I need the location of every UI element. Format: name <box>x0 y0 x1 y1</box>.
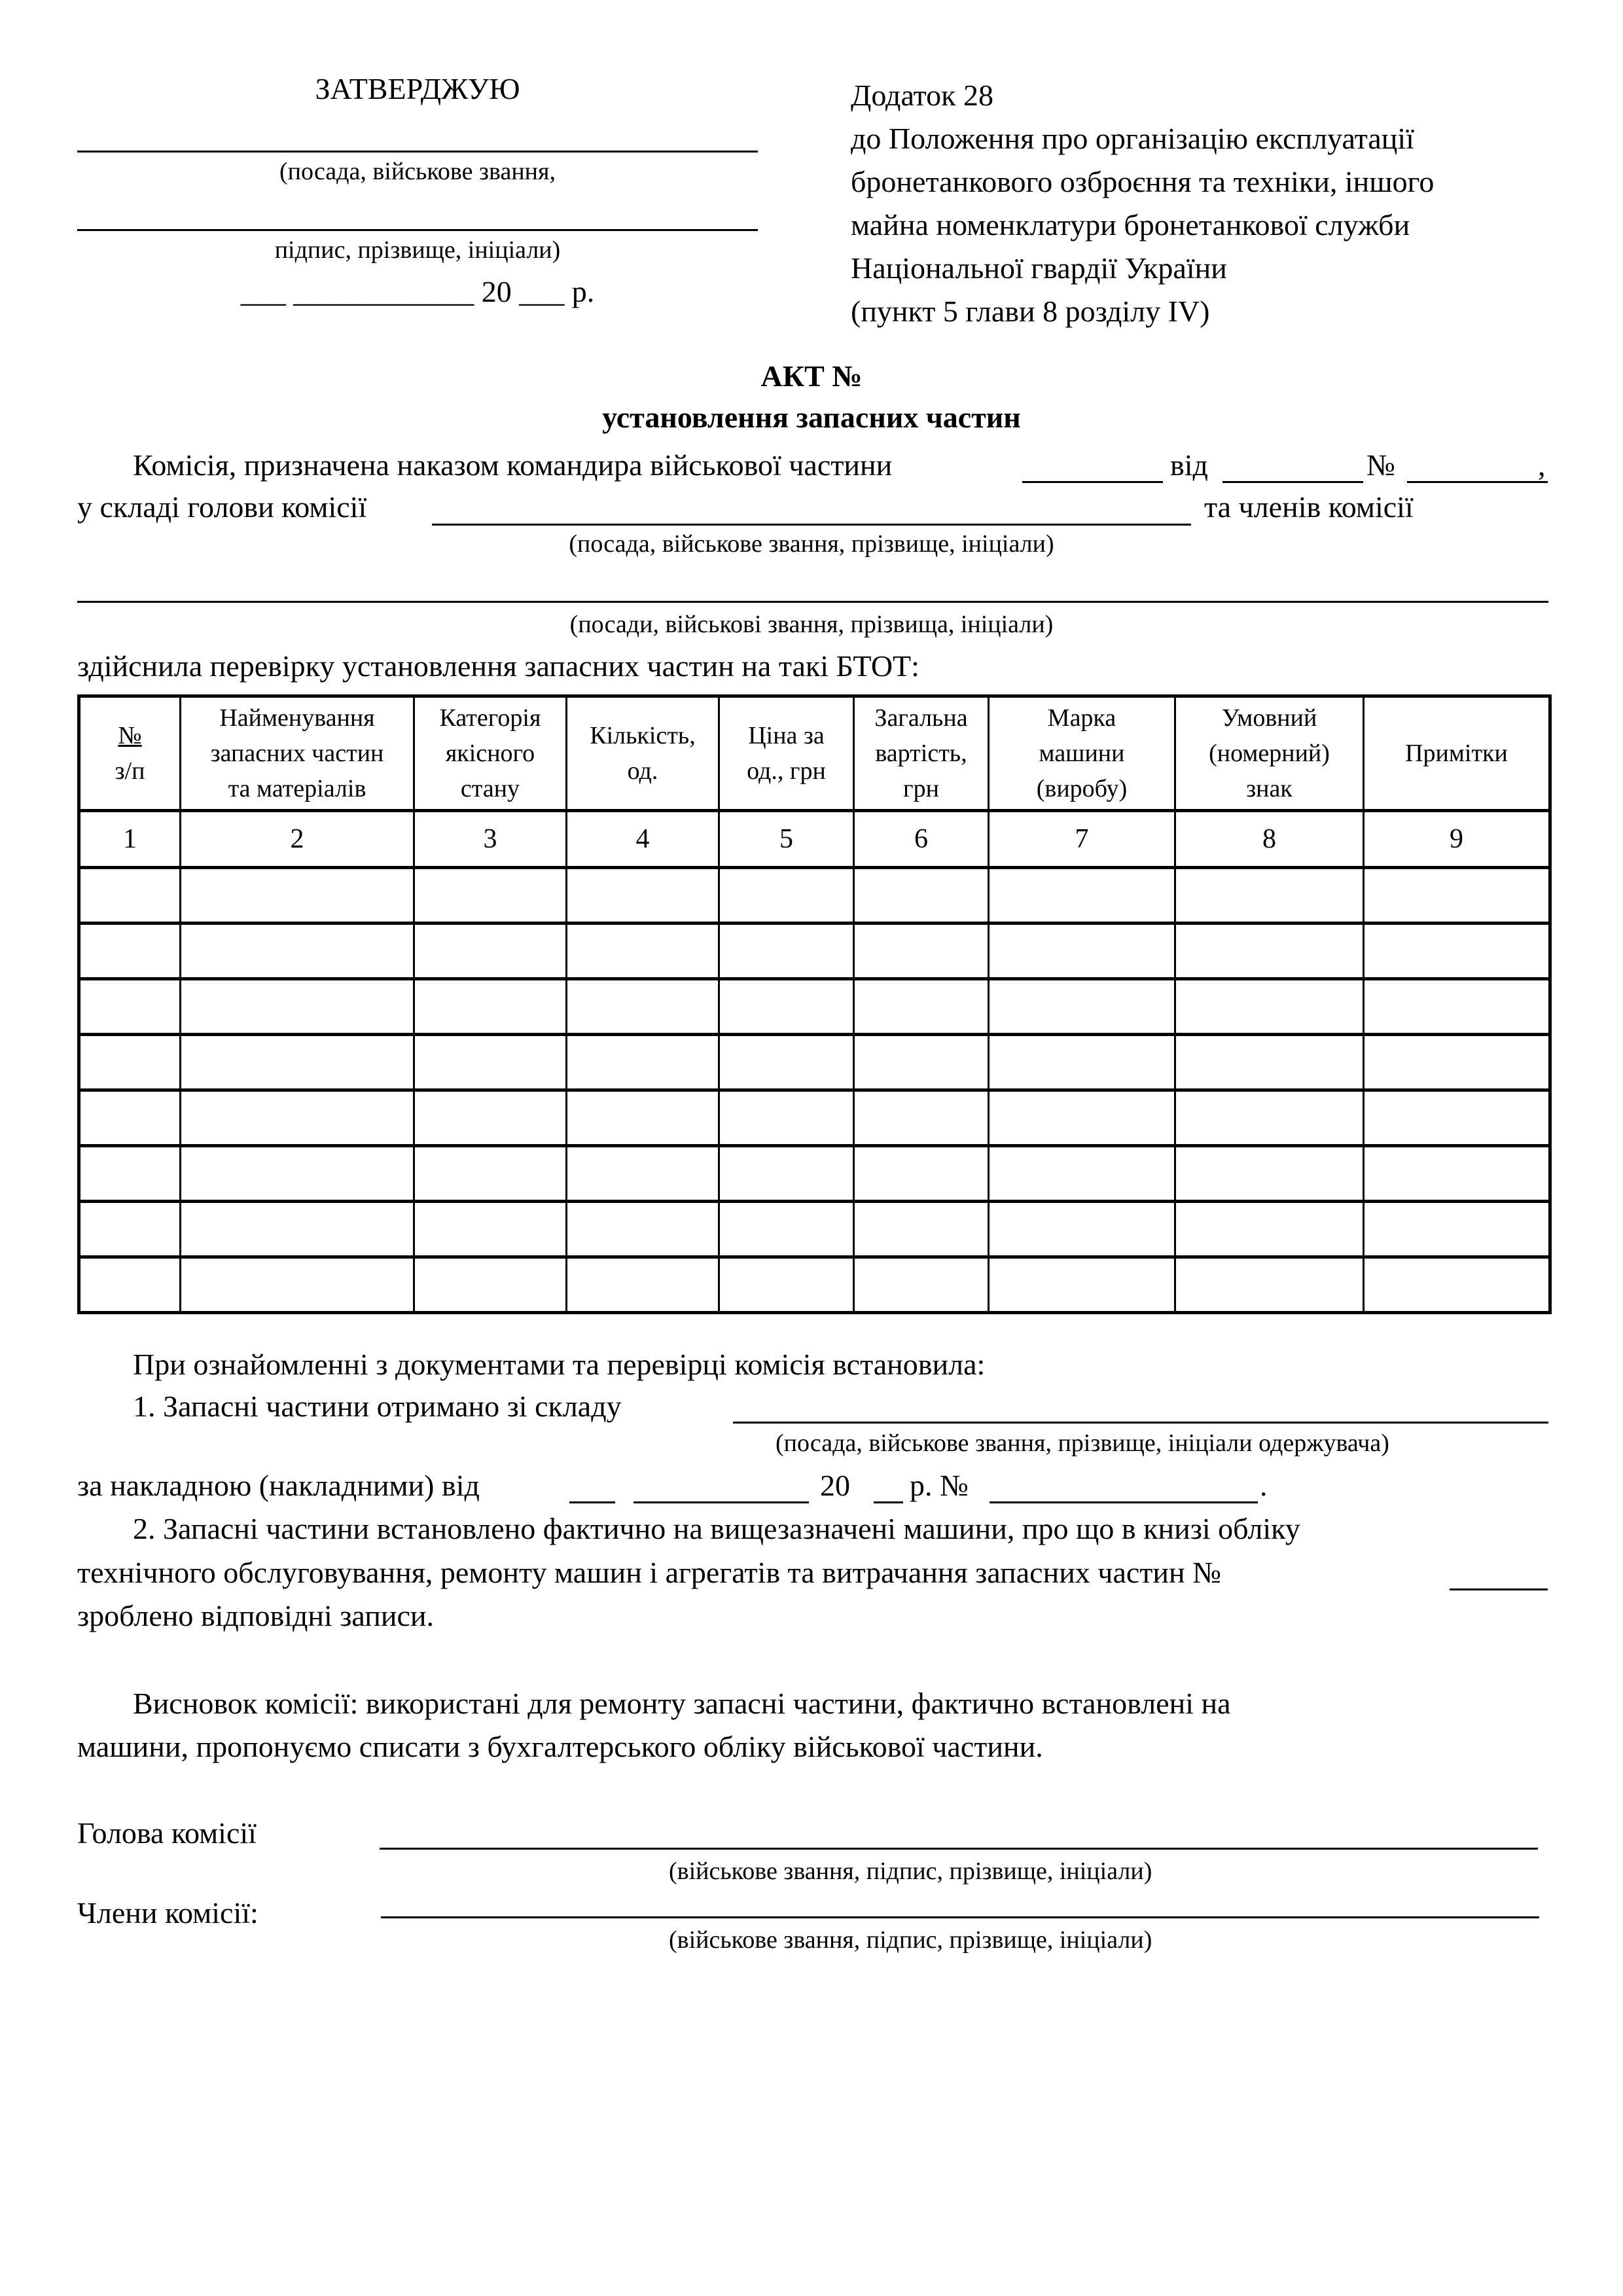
table-row <box>79 1202 1550 1257</box>
table-cell[interactable] <box>79 868 181 924</box>
header-total-cost: Загальна вартість, грн <box>854 696 989 811</box>
findings-item-2-line-2: технічного обслуговування, ремонту машин і агрегатів та витрачання запасних частин № <box>77 1556 1221 1589</box>
chair-hint: (посада, військове звання, прізвище, ініціали) <box>569 530 1054 558</box>
column-number: 6 <box>854 811 989 868</box>
column-number: 5 <box>719 811 854 868</box>
table-cell[interactable] <box>1175 924 1364 979</box>
table-cell[interactable] <box>567 1202 719 1257</box>
table-row <box>79 979 1550 1035</box>
table-row <box>79 868 1550 924</box>
table-cell[interactable] <box>1364 1035 1550 1090</box>
approval-hint-2: підпис, прізвище, ініціали) <box>274 236 561 264</box>
table-cell[interactable] <box>1364 1090 1550 1146</box>
appendix-line-2: до Положення про організацію експлуатації <box>851 122 1414 155</box>
approval-title: ЗАТВЕРДЖУЮ <box>315 72 520 105</box>
table-cell[interactable] <box>1175 868 1364 924</box>
table-cell[interactable] <box>854 1257 989 1313</box>
table-cell[interactable] <box>719 1257 854 1313</box>
invoice-number-label: р. № <box>910 1469 969 1502</box>
table-row <box>79 1090 1550 1146</box>
table-cell[interactable] <box>989 1257 1175 1313</box>
table-cell[interactable] <box>79 1035 181 1090</box>
header-quality-category: Категорія якісного стану <box>414 696 567 811</box>
column-number: 3 <box>414 811 567 868</box>
table-cell[interactable] <box>719 979 854 1035</box>
table-cell[interactable] <box>989 1146 1175 1202</box>
table-cell[interactable] <box>567 1035 719 1090</box>
order-date-field[interactable] <box>1222 481 1363 483</box>
invoice-prefix: за накладною (накладними) від <box>77 1469 480 1502</box>
appendix-line-3: бронетанкового озброєння та техніки, іншого <box>851 165 1435 198</box>
table-cell[interactable] <box>414 1090 567 1146</box>
table-cell[interactable] <box>989 1035 1175 1090</box>
table-row <box>79 924 1550 979</box>
approval-signature-line[interactable] <box>77 229 758 231</box>
table-row <box>79 1035 1550 1090</box>
table-cell[interactable] <box>1364 924 1550 979</box>
findings-intro: При ознайомленні з документами та перевірці комісія встановила: <box>133 1348 986 1381</box>
invoice-day-field[interactable] <box>569 1501 615 1503</box>
table-cell[interactable] <box>79 979 181 1035</box>
table-cell[interactable] <box>79 1090 181 1146</box>
invoice-number-field[interactable] <box>990 1501 1258 1503</box>
commission-from-label: від <box>1170 448 1208 482</box>
table-cell[interactable] <box>181 924 414 979</box>
appendix-line-5: Національної гвардії України <box>851 251 1227 285</box>
spare-parts-table <box>77 694 1552 1314</box>
table-cell[interactable] <box>1175 1202 1364 1257</box>
appendix-number: Додаток 28 <box>851 79 994 112</box>
table-cell[interactable] <box>854 1146 989 1202</box>
table-cell[interactable] <box>1175 1257 1364 1313</box>
logbook-number-field[interactable] <box>1450 1588 1548 1590</box>
appendix-line-6: (пункт 5 глави 8 розділу IV) <box>851 295 1210 328</box>
column-number: 1 <box>79 811 181 868</box>
table-cell[interactable] <box>1175 1090 1364 1146</box>
table-cell[interactable] <box>1175 1146 1364 1202</box>
table-cell[interactable] <box>989 924 1175 979</box>
header-part-name: Найменування запасних частин та матеріалів <box>181 696 414 811</box>
commission-comma: , <box>1538 448 1546 482</box>
header-index: № з/п <box>79 696 181 811</box>
header-notes: Примітки <box>1364 696 1550 811</box>
table-cell[interactable] <box>567 1257 719 1313</box>
table-row <box>79 1257 1550 1313</box>
column-numbers-row <box>79 811 1550 868</box>
chair-signature-field[interactable] <box>380 1848 1538 1850</box>
column-number: 8 <box>1175 811 1364 868</box>
members-signature-field[interactable] <box>381 1916 1539 1918</box>
table-cell[interactable] <box>854 979 989 1035</box>
table-cell[interactable] <box>181 979 414 1035</box>
table-cell[interactable] <box>854 1202 989 1257</box>
column-number: 9 <box>1364 811 1550 868</box>
conclusion-line-2: машини, пропонуємо списати з бухгалтерського обліку військової частини. <box>77 1730 1043 1763</box>
act-title: АКТ № <box>760 359 863 393</box>
table-cell[interactable] <box>79 1146 181 1202</box>
table-cell[interactable] <box>854 868 989 924</box>
table-cell[interactable] <box>414 1202 567 1257</box>
approval-hint-1: (посада, військове звання, <box>279 158 556 185</box>
header-unit-price: Ціна за од., грн <box>719 696 854 811</box>
unit-number-field[interactable] <box>1022 481 1163 483</box>
approval-position-line[interactable] <box>77 151 758 152</box>
invoice-month-field[interactable] <box>633 1501 809 1503</box>
header-reg-number: Умовний (номерний) знак <box>1175 696 1364 811</box>
table-cell[interactable] <box>1364 1202 1550 1257</box>
appendix-block <box>851 74 1434 333</box>
table-cell[interactable] <box>79 924 181 979</box>
commission-chair-prefix: у складі голови комісії <box>77 490 367 524</box>
table-cell[interactable] <box>1364 868 1550 924</box>
invoice-end: . <box>1260 1469 1268 1502</box>
table-row <box>79 1146 1550 1202</box>
table-cell[interactable] <box>719 868 854 924</box>
chair-label: Голова комісії <box>77 1816 257 1850</box>
appendix-line-4: майна номенклатури бронетанкової служби <box>851 208 1410 242</box>
table-cell[interactable] <box>1364 979 1550 1035</box>
commission-line-1: Комісія, призначена наказом командира військової частини <box>133 448 893 482</box>
table-cell[interactable] <box>1364 1146 1550 1202</box>
inspection-intro: здійснила перевірку установлення запасних частин на такі БТОТ: <box>77 649 919 683</box>
table-cell[interactable] <box>567 979 719 1035</box>
table-cell[interactable] <box>719 1146 854 1202</box>
table-cell[interactable] <box>989 1090 1175 1146</box>
table-cell[interactable] <box>414 1035 567 1090</box>
table-cell[interactable] <box>719 1035 854 1090</box>
table-cell[interactable] <box>1175 979 1364 1035</box>
header-machine-brand: Марка машини (виробу) <box>989 696 1175 811</box>
members-label: Члени комісії: <box>77 1896 259 1929</box>
table-cell[interactable] <box>181 1035 414 1090</box>
warehouse-recipient-field[interactable] <box>733 1422 1548 1424</box>
order-number-field[interactable] <box>1407 481 1548 483</box>
table-cell[interactable] <box>719 1202 854 1257</box>
table-cell[interactable] <box>854 924 989 979</box>
findings-item-2-line-3: зроблено відповідні записи. <box>77 1599 434 1632</box>
chair-name-field[interactable] <box>432 524 1191 526</box>
table-cell[interactable] <box>414 1257 567 1313</box>
table-cell[interactable] <box>719 1090 854 1146</box>
table-cell[interactable] <box>414 1146 567 1202</box>
table-cell[interactable] <box>414 868 567 924</box>
recipient-hint: (посада, військове звання, прізвище, ініціали одержувача) <box>776 1429 1389 1457</box>
findings-item-1: 1. Запасні частини отримано зі складу <box>133 1390 622 1423</box>
act-subtitle: установлення запасних частин <box>602 401 1021 434</box>
table-cell[interactable] <box>79 1257 181 1313</box>
table-cell[interactable] <box>414 979 567 1035</box>
table-cell[interactable] <box>989 1202 1175 1257</box>
table-cell[interactable] <box>567 1090 719 1146</box>
table-cell[interactable] <box>567 868 719 924</box>
invoice-year-prefix: 20 <box>820 1469 850 1502</box>
chair-signature-hint: (військове звання, підпис, прізвище, ініціали) <box>669 1857 1152 1885</box>
table-cell[interactable] <box>181 1090 414 1146</box>
table-cell[interactable] <box>181 1257 414 1313</box>
table-cell[interactable] <box>1364 1257 1550 1313</box>
column-number: 2 <box>181 811 414 868</box>
table-cell[interactable] <box>181 1202 414 1257</box>
header-quantity: Кількість, од. <box>567 696 719 811</box>
table-cell[interactable] <box>854 1035 989 1090</box>
members-signature-hint: (військове звання, підпис, прізвище, ініціали) <box>669 1926 1152 1954</box>
table-cell[interactable] <box>414 924 567 979</box>
table-cell[interactable] <box>989 868 1175 924</box>
table-cell[interactable] <box>567 924 719 979</box>
members-hint: (посади, військові звання, прізвища, ініціали) <box>569 611 1054 638</box>
approval-date-line[interactable]: ___ ____________ 20 ___ р. <box>240 275 595 308</box>
table-body <box>79 868 1550 1313</box>
commission-no-label: № <box>1366 448 1395 482</box>
table-header-row <box>79 696 1550 811</box>
table-cell[interactable] <box>79 1202 181 1257</box>
members-names-field[interactable] <box>77 601 1548 603</box>
table-cell[interactable] <box>567 1146 719 1202</box>
table-cell[interactable] <box>989 979 1175 1035</box>
table-cell[interactable] <box>181 868 414 924</box>
findings-item-2-line-1: 2. Запасні частини встановлено фактично на вищезазначені машини, про що в книзі обліку <box>133 1512 1300 1545</box>
table-cell[interactable] <box>854 1090 989 1146</box>
table-cell[interactable] <box>181 1146 414 1202</box>
column-number: 4 <box>567 811 719 868</box>
commission-members-suffix: та членів комісії <box>1204 490 1414 524</box>
column-number: 7 <box>989 811 1175 868</box>
conclusion-line-1: Висновок комісії: використані для ремонту запасні частини, фактично встановлені на <box>133 1687 1231 1720</box>
table-cell[interactable] <box>719 924 854 979</box>
invoice-year-field[interactable] <box>874 1501 903 1503</box>
table-cell[interactable] <box>1175 1035 1364 1090</box>
